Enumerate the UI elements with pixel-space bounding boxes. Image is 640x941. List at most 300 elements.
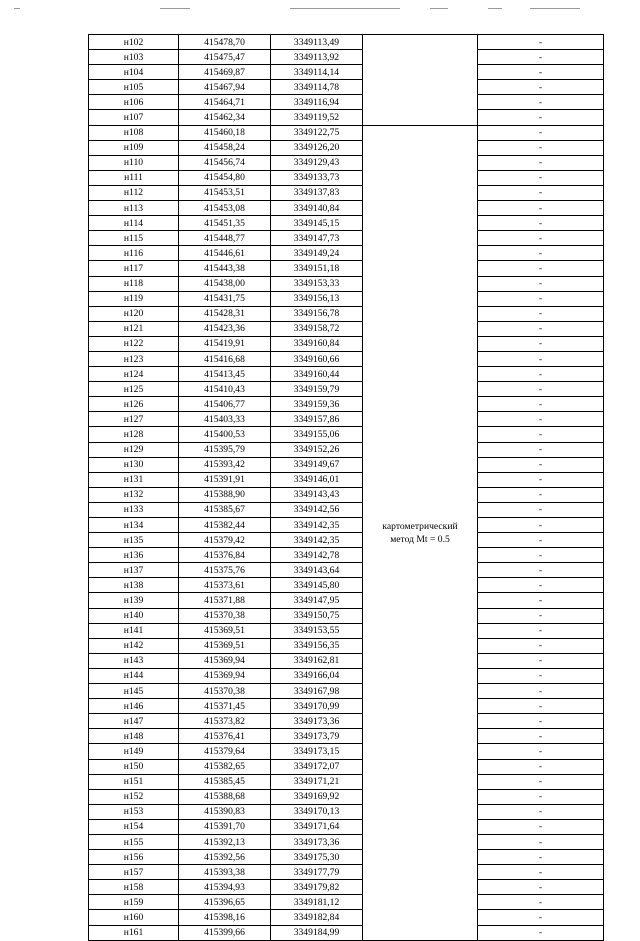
dash-cell: -: [478, 95, 604, 110]
table-row: [89, 95, 604, 110]
point-name-cell: н129: [89, 442, 179, 457]
table-row: [89, 608, 604, 623]
point-name-cell: н158: [89, 880, 179, 895]
x-coordinate-cell: 415370,38: [179, 684, 271, 699]
x-coordinate-cell: 415376,41: [179, 729, 271, 744]
x-coordinate-cell: 415375,76: [179, 563, 271, 578]
dash-cell: -: [478, 80, 604, 95]
dash-cell: -: [478, 593, 604, 608]
dash-cell: -: [478, 321, 604, 336]
point-name-cell: н133: [89, 502, 179, 517]
table-row: [89, 80, 604, 95]
table-row: [89, 125, 604, 140]
point-name-cell: н139: [89, 593, 179, 608]
dash-cell: -: [478, 653, 604, 668]
x-coordinate-cell: 415451,35: [179, 216, 271, 231]
dash-cell: -: [478, 623, 604, 638]
point-name-cell: н115: [89, 231, 179, 246]
x-coordinate-cell: 415369,51: [179, 638, 271, 653]
table-row: [89, 306, 604, 321]
table-row: [89, 442, 604, 457]
point-name-cell: н114: [89, 216, 179, 231]
x-coordinate-cell: 415423,36: [179, 321, 271, 336]
point-name-cell: н141: [89, 623, 179, 638]
point-name-cell: н113: [89, 201, 179, 216]
table-row: [89, 578, 604, 593]
dash-cell: -: [478, 684, 604, 699]
dash-cell: -: [478, 608, 604, 623]
point-name-cell: н127: [89, 412, 179, 427]
dash-cell: -: [478, 397, 604, 412]
point-name-cell: н124: [89, 367, 179, 382]
table-row: [89, 201, 604, 216]
dash-cell: -: [478, 789, 604, 804]
y-coordinate-cell: 3349145,80: [271, 578, 363, 593]
y-coordinate-cell: 3349160,44: [271, 367, 363, 382]
y-coordinate-cell: 3349145,15: [271, 216, 363, 231]
y-coordinate-cell: 3349147,95: [271, 593, 363, 608]
point-name-cell: н152: [89, 789, 179, 804]
dash-cell: -: [478, 336, 604, 351]
table-row: [89, 457, 604, 472]
y-coordinate-cell: 3349167,98: [271, 684, 363, 699]
x-coordinate-cell: 415458,24: [179, 140, 271, 155]
point-name-cell: н154: [89, 819, 179, 834]
point-name-cell: н157: [89, 865, 179, 880]
dash-cell: -: [478, 834, 604, 849]
point-name-cell: н120: [89, 306, 179, 321]
dash-cell: -: [478, 819, 604, 834]
point-name-cell: н132: [89, 487, 179, 502]
x-coordinate-cell: 415391,91: [179, 472, 271, 487]
point-name-cell: н130: [89, 457, 179, 472]
table-row: [89, 895, 604, 910]
dash-cell: -: [478, 427, 604, 442]
point-name-cell: н112: [89, 185, 179, 200]
x-coordinate-cell: 415376,84: [179, 548, 271, 563]
dash-cell: -: [478, 246, 604, 261]
point-name-cell: н104: [89, 65, 179, 80]
dash-cell: -: [478, 472, 604, 487]
dash-cell: -: [478, 880, 604, 895]
method-name-text: картометрический: [382, 520, 458, 532]
dash-cell: -: [478, 865, 604, 880]
point-name-cell: н144: [89, 668, 179, 683]
table-row: [89, 216, 604, 231]
x-coordinate-cell: 415394,93: [179, 880, 271, 895]
dash-cell: -: [478, 533, 604, 548]
x-coordinate-cell: 415392,13: [179, 834, 271, 849]
coordinates-table-body: [89, 35, 604, 941]
x-coordinate-cell: 415462,34: [179, 110, 271, 125]
x-coordinate-cell: 415370,38: [179, 608, 271, 623]
point-name-cell: н116: [89, 246, 179, 261]
y-coordinate-cell: 3349142,78: [271, 548, 363, 563]
dash-cell: -: [478, 170, 604, 185]
dash-cell: -: [478, 125, 604, 140]
point-name-cell: н140: [89, 608, 179, 623]
table-row: [89, 623, 604, 638]
x-coordinate-cell: 415398,16: [179, 910, 271, 925]
x-coordinate-cell: 415373,82: [179, 714, 271, 729]
dash-cell: -: [478, 487, 604, 502]
point-name-cell: н136: [89, 548, 179, 563]
point-name-cell: н118: [89, 276, 179, 291]
table-row: [89, 789, 604, 804]
dash-cell: -: [478, 895, 604, 910]
table-row: [89, 397, 604, 412]
y-coordinate-cell: 3349137,83: [271, 185, 363, 200]
y-coordinate-cell: 3349140,84: [271, 201, 363, 216]
table-row: [89, 714, 604, 729]
method-cell-group-1: [363, 35, 478, 126]
point-name-cell: н126: [89, 397, 179, 412]
point-name-cell: н123: [89, 351, 179, 366]
table-row: [89, 427, 604, 442]
y-coordinate-cell: 3349149,24: [271, 246, 363, 261]
x-coordinate-cell: 415390,83: [179, 804, 271, 819]
y-coordinate-cell: 3349153,33: [271, 276, 363, 291]
x-coordinate-cell: 415464,71: [179, 95, 271, 110]
y-coordinate-cell: 3349171,21: [271, 774, 363, 789]
table-row: [89, 140, 604, 155]
dash-cell: -: [478, 714, 604, 729]
y-coordinate-cell: 3349156,13: [271, 291, 363, 306]
x-coordinate-cell: 415448,77: [179, 231, 271, 246]
point-name-cell: н161: [89, 925, 179, 940]
point-name-cell: н110: [89, 155, 179, 170]
x-coordinate-cell: 415369,94: [179, 668, 271, 683]
x-coordinate-cell: 415475,47: [179, 50, 271, 65]
point-name-cell: н151: [89, 774, 179, 789]
y-coordinate-cell: 3349142,35: [271, 533, 363, 548]
table-row: [89, 850, 604, 865]
dash-cell: -: [478, 548, 604, 563]
dash-cell: -: [478, 774, 604, 789]
dash-cell: -: [478, 925, 604, 940]
y-coordinate-cell: 3349158,72: [271, 321, 363, 336]
y-coordinate-cell: 3349173,79: [271, 729, 363, 744]
x-coordinate-cell: 415392,56: [179, 850, 271, 865]
y-coordinate-cell: 3349122,75: [271, 125, 363, 140]
table-row: [89, 804, 604, 819]
y-coordinate-cell: 3349171,64: [271, 819, 363, 834]
table-row: [89, 819, 604, 834]
y-coordinate-cell: 3349173,15: [271, 744, 363, 759]
y-coordinate-cell: 3349143,64: [271, 563, 363, 578]
point-name-cell: н135: [89, 533, 179, 548]
point-name-cell: н138: [89, 578, 179, 593]
y-coordinate-cell: 3349173,36: [271, 714, 363, 729]
dash-cell: -: [478, 276, 604, 291]
y-coordinate-cell: 3349150,75: [271, 608, 363, 623]
table-row: [89, 246, 604, 261]
point-name-cell: н121: [89, 321, 179, 336]
dash-cell: -: [478, 35, 604, 50]
dash-cell: -: [478, 291, 604, 306]
point-name-cell: н146: [89, 699, 179, 714]
x-coordinate-cell: 415391,70: [179, 819, 271, 834]
table-row: [89, 638, 604, 653]
x-coordinate-cell: 415379,42: [179, 533, 271, 548]
y-coordinate-cell: 3349162,81: [271, 653, 363, 668]
table-row: [89, 548, 604, 563]
y-coordinate-cell: 3349169,92: [271, 789, 363, 804]
table-row: [89, 880, 604, 895]
table-row: [89, 170, 604, 185]
x-coordinate-cell: 415385,45: [179, 774, 271, 789]
x-coordinate-cell: 415371,88: [179, 593, 271, 608]
table-row: [89, 502, 604, 517]
dash-cell: -: [478, 351, 604, 366]
point-name-cell: н147: [89, 714, 179, 729]
y-coordinate-cell: 3349160,66: [271, 351, 363, 366]
y-coordinate-cell: 3349175,30: [271, 850, 363, 865]
x-coordinate-cell: 415406,77: [179, 397, 271, 412]
table-row: [89, 653, 604, 668]
x-coordinate-cell: 415399,66: [179, 925, 271, 940]
dash-cell: -: [478, 578, 604, 593]
table-row: [89, 684, 604, 699]
dash-cell: -: [478, 457, 604, 472]
coordinates-table: [88, 34, 604, 941]
x-coordinate-cell: 415369,51: [179, 623, 271, 638]
y-coordinate-cell: 3349160,84: [271, 336, 363, 351]
dash-cell: -: [478, 668, 604, 683]
table-row: [89, 412, 604, 427]
dash-cell: -: [478, 110, 604, 125]
y-coordinate-cell: 3349114,14: [271, 65, 363, 80]
y-coordinate-cell: 3349142,56: [271, 502, 363, 517]
dash-cell: -: [478, 216, 604, 231]
y-coordinate-cell: 3349119,52: [271, 110, 363, 125]
point-name-cell: н155: [89, 834, 179, 849]
y-coordinate-cell: 3349170,13: [271, 804, 363, 819]
point-name-cell: н153: [89, 804, 179, 819]
y-coordinate-cell: 3349177,79: [271, 865, 363, 880]
dash-cell: -: [478, 412, 604, 427]
y-coordinate-cell: 3349166,04: [271, 668, 363, 683]
point-name-cell: н160: [89, 910, 179, 925]
table-row: [89, 65, 604, 80]
y-coordinate-cell: 3349147,73: [271, 231, 363, 246]
y-coordinate-cell: 3349149,67: [271, 457, 363, 472]
dash-cell: -: [478, 201, 604, 216]
dash-cell: -: [478, 367, 604, 382]
table-row: [89, 185, 604, 200]
x-coordinate-cell: 415403,33: [179, 412, 271, 427]
point-name-cell: н108: [89, 125, 179, 140]
dash-cell: -: [478, 140, 604, 155]
dash-cell: -: [478, 382, 604, 397]
x-coordinate-cell: 415393,38: [179, 865, 271, 880]
y-coordinate-cell: 3349157,86: [271, 412, 363, 427]
x-coordinate-cell: 415410,43: [179, 382, 271, 397]
x-coordinate-cell: 415413,45: [179, 367, 271, 382]
x-coordinate-cell: 415478,70: [179, 35, 271, 50]
table-row: [89, 382, 604, 397]
point-name-cell: н109: [89, 140, 179, 155]
x-coordinate-cell: 415369,94: [179, 653, 271, 668]
y-coordinate-cell: 3349184,99: [271, 925, 363, 940]
y-coordinate-cell: 3349113,92: [271, 50, 363, 65]
point-name-cell: н150: [89, 759, 179, 774]
x-coordinate-cell: 415460,18: [179, 125, 271, 140]
dash-cell: -: [478, 442, 604, 457]
x-coordinate-cell: 415393,42: [179, 457, 271, 472]
x-coordinate-cell: 415388,68: [179, 789, 271, 804]
x-coordinate-cell: 415382,65: [179, 759, 271, 774]
x-coordinate-cell: 415454,80: [179, 170, 271, 185]
x-coordinate-cell: 415453,51: [179, 185, 271, 200]
table-row: [89, 533, 604, 548]
table-row: [89, 925, 604, 940]
table-row: [89, 744, 604, 759]
y-coordinate-cell: 3349133,73: [271, 170, 363, 185]
table-row: [89, 593, 604, 608]
dash-cell: -: [478, 502, 604, 517]
table-row: [89, 261, 604, 276]
x-coordinate-cell: 415385,67: [179, 502, 271, 517]
dash-cell: -: [478, 65, 604, 80]
method-accuracy-text: метод Mt = 0.5: [390, 533, 450, 545]
table-row: [89, 321, 604, 336]
dash-cell: -: [478, 231, 604, 246]
table-row: [89, 50, 604, 65]
point-name-cell: н134: [89, 518, 179, 533]
point-name-cell: н105: [89, 80, 179, 95]
x-coordinate-cell: 415443,38: [179, 261, 271, 276]
table-row: [89, 834, 604, 849]
y-coordinate-cell: 3349114,78: [271, 80, 363, 95]
dash-cell: -: [478, 563, 604, 578]
y-coordinate-cell: 3349170,99: [271, 699, 363, 714]
y-coordinate-cell: 3349159,79: [271, 382, 363, 397]
table-row: [89, 699, 604, 714]
y-coordinate-cell: 3349152,26: [271, 442, 363, 457]
table-row: [89, 351, 604, 366]
table-row: [89, 276, 604, 291]
y-coordinate-cell: 3349155,06: [271, 427, 363, 442]
x-coordinate-cell: 415373,61: [179, 578, 271, 593]
y-coordinate-cell: 3349143,43: [271, 487, 363, 502]
dash-cell: -: [478, 850, 604, 865]
dash-cell: -: [478, 638, 604, 653]
table-row: [89, 367, 604, 382]
x-coordinate-cell: 415371,45: [179, 699, 271, 714]
point-name-cell: н107: [89, 110, 179, 125]
y-coordinate-cell: 3349146,01: [271, 472, 363, 487]
table-row: [89, 472, 604, 487]
scan-artifacts: [0, 0, 640, 14]
y-coordinate-cell: 3349129,43: [271, 155, 363, 170]
dash-cell: -: [478, 729, 604, 744]
table-row: [89, 668, 604, 683]
point-name-cell: н137: [89, 563, 179, 578]
y-coordinate-cell: 3349181,12: [271, 895, 363, 910]
point-name-cell: н142: [89, 638, 179, 653]
y-coordinate-cell: 3349179,82: [271, 880, 363, 895]
dash-cell: -: [478, 155, 604, 170]
point-name-cell: н156: [89, 850, 179, 865]
dash-cell: -: [478, 518, 604, 533]
point-name-cell: н128: [89, 427, 179, 442]
y-coordinate-cell: 3349173,36: [271, 834, 363, 849]
method-cell-group-2: [363, 125, 478, 940]
y-coordinate-cell: 3349142,35: [271, 518, 363, 533]
x-coordinate-cell: 415431,75: [179, 291, 271, 306]
point-name-cell: н117: [89, 261, 179, 276]
dash-cell: -: [478, 744, 604, 759]
dash-cell: -: [478, 261, 604, 276]
x-coordinate-cell: 415388,90: [179, 487, 271, 502]
x-coordinate-cell: 415379,64: [179, 744, 271, 759]
dash-cell: -: [478, 910, 604, 925]
point-name-cell: н106: [89, 95, 179, 110]
x-coordinate-cell: 415456,74: [179, 155, 271, 170]
table-row: [89, 35, 604, 50]
dash-cell: -: [478, 50, 604, 65]
point-name-cell: н145: [89, 684, 179, 699]
table-row: [89, 729, 604, 744]
y-coordinate-cell: 3349159,36: [271, 397, 363, 412]
dash-cell: -: [478, 306, 604, 321]
x-coordinate-cell: 415419,91: [179, 336, 271, 351]
x-coordinate-cell: 415416,68: [179, 351, 271, 366]
table-row: [89, 155, 604, 170]
x-coordinate-cell: 415453,08: [179, 201, 271, 216]
point-name-cell: н119: [89, 291, 179, 306]
point-name-cell: н148: [89, 729, 179, 744]
table-row: [89, 291, 604, 306]
point-name-cell: н102: [89, 35, 179, 50]
point-name-cell: н122: [89, 336, 179, 351]
table-row: [89, 759, 604, 774]
dash-cell: -: [478, 804, 604, 819]
y-coordinate-cell: 3349116,94: [271, 95, 363, 110]
x-coordinate-cell: 415438,00: [179, 276, 271, 291]
point-name-cell: н143: [89, 653, 179, 668]
table-row: [89, 910, 604, 925]
y-coordinate-cell: 3349156,78: [271, 306, 363, 321]
table-row: [89, 231, 604, 246]
table-row: [89, 487, 604, 502]
point-name-cell: н131: [89, 472, 179, 487]
y-coordinate-cell: 3349182,84: [271, 910, 363, 925]
x-coordinate-cell: 415467,94: [179, 80, 271, 95]
y-coordinate-cell: 3349151,18: [271, 261, 363, 276]
x-coordinate-cell: 415446,61: [179, 246, 271, 261]
table-row: [89, 865, 604, 880]
point-name-cell: н125: [89, 382, 179, 397]
dash-cell: -: [478, 185, 604, 200]
point-name-cell: н149: [89, 744, 179, 759]
dash-cell: -: [478, 759, 604, 774]
point-name-cell: н103: [89, 50, 179, 65]
point-name-cell: н159: [89, 895, 179, 910]
y-coordinate-cell: 3349156,35: [271, 638, 363, 653]
table-row: [89, 518, 604, 533]
table-row: [89, 563, 604, 578]
y-coordinate-cell: 3349172,07: [271, 759, 363, 774]
point-name-cell: н111: [89, 170, 179, 185]
y-coordinate-cell: 3349113,49: [271, 35, 363, 50]
dash-cell: -: [478, 699, 604, 714]
table-row: [89, 336, 604, 351]
x-coordinate-cell: 415396,65: [179, 895, 271, 910]
x-coordinate-cell: 415395,79: [179, 442, 271, 457]
x-coordinate-cell: 415469,87: [179, 65, 271, 80]
